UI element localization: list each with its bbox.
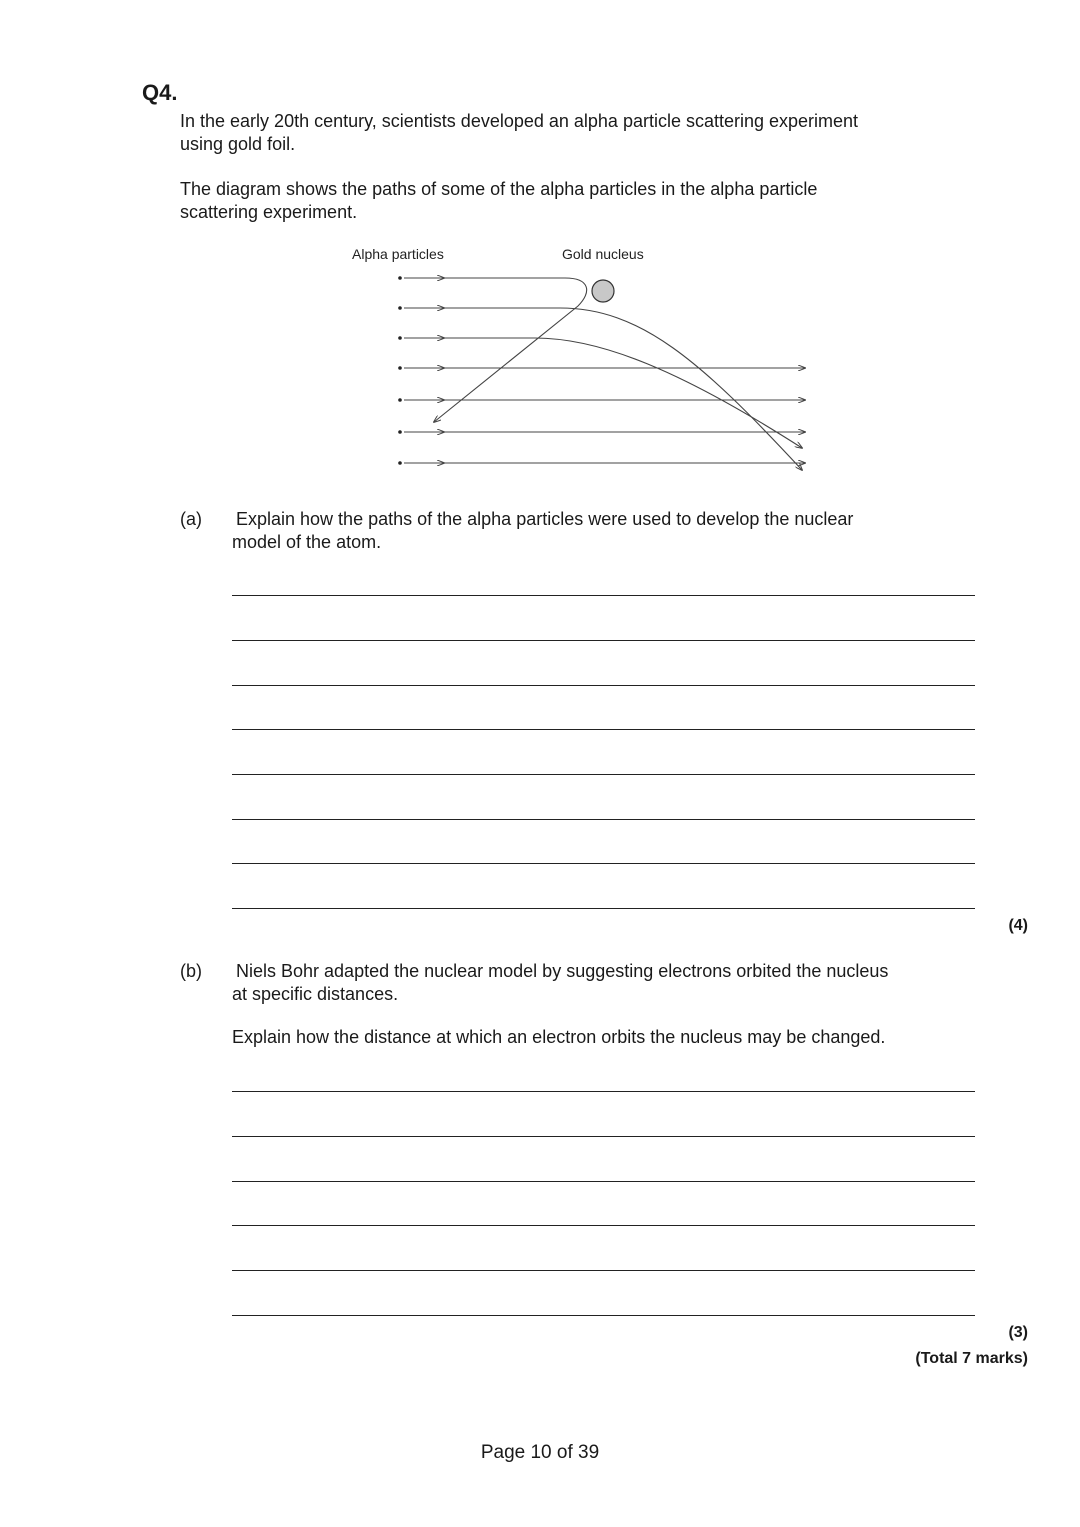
answer-line[interactable] xyxy=(232,1136,975,1137)
gold-nucleus xyxy=(592,280,614,302)
question-intro-line2: using gold foil. xyxy=(180,134,296,154)
part-a-letter: (a) xyxy=(180,509,202,529)
scattering-diagram xyxy=(380,262,830,492)
answer-line[interactable] xyxy=(232,1225,975,1226)
gold-nucleus-label: Gold nucleus xyxy=(562,246,644,262)
part-b-line1: Niels Bohr adapted the nuclear model by suggesting electrons orbited the nucleus xyxy=(236,961,889,981)
alpha-start-dot xyxy=(398,461,402,465)
total-marks: (Total 7 marks) xyxy=(915,1350,1028,1367)
answer-line[interactable] xyxy=(232,729,975,730)
question-number: Q4. xyxy=(142,80,178,105)
question-intro xyxy=(180,110,980,156)
part-b-question: Explain how the distance at which an electron orbits the nucleus may be changed. xyxy=(232,1027,886,1047)
alpha-start-dot xyxy=(398,430,402,434)
alpha-start-dot xyxy=(398,366,402,370)
part-b-letter: (b) xyxy=(180,961,202,981)
answer-line[interactable] xyxy=(232,1270,975,1271)
answer-line[interactable] xyxy=(232,774,975,775)
diagram-description xyxy=(180,178,980,224)
answer-line[interactable] xyxy=(232,685,975,686)
answer-line[interactable] xyxy=(232,640,975,641)
alpha-path-deflected xyxy=(444,308,802,470)
answer-line[interactable] xyxy=(232,595,975,596)
alpha-start-dot xyxy=(398,398,402,402)
part-b-intro xyxy=(232,960,992,1006)
part-a-line2: model of the atom. xyxy=(232,532,382,552)
diagram-description-line1: The diagram shows the paths of some of the alpha particles in the alpha particle xyxy=(180,179,818,199)
diagram-description-line2: scattering experiment. xyxy=(180,202,358,222)
answer-line[interactable] xyxy=(232,863,975,864)
answer-line[interactable] xyxy=(232,1315,975,1316)
question-intro-line1: In the early 20th century, scientists developed an alpha particle scattering experiment xyxy=(180,111,859,131)
part-b-line2: at specific distances. xyxy=(232,984,399,1004)
part-a-question xyxy=(232,508,992,554)
alpha-start-dot xyxy=(398,336,402,340)
alpha-start-dot xyxy=(398,276,402,280)
page-number: Page 10 of 39 xyxy=(480,1442,600,1463)
answer-line[interactable] xyxy=(232,908,975,909)
part-b-marks: (3) xyxy=(1008,1324,1028,1341)
answer-line[interactable] xyxy=(232,819,975,820)
alpha-start-dot xyxy=(398,306,402,310)
part-a-marks: (4) xyxy=(1008,917,1028,934)
answer-line[interactable] xyxy=(232,1181,975,1182)
alpha-particles-label: Alpha particles xyxy=(352,246,444,262)
part-a-line1: Explain how the paths of the alpha particles were used to develop the nuclear xyxy=(236,509,854,529)
answer-line[interactable] xyxy=(232,1091,975,1092)
